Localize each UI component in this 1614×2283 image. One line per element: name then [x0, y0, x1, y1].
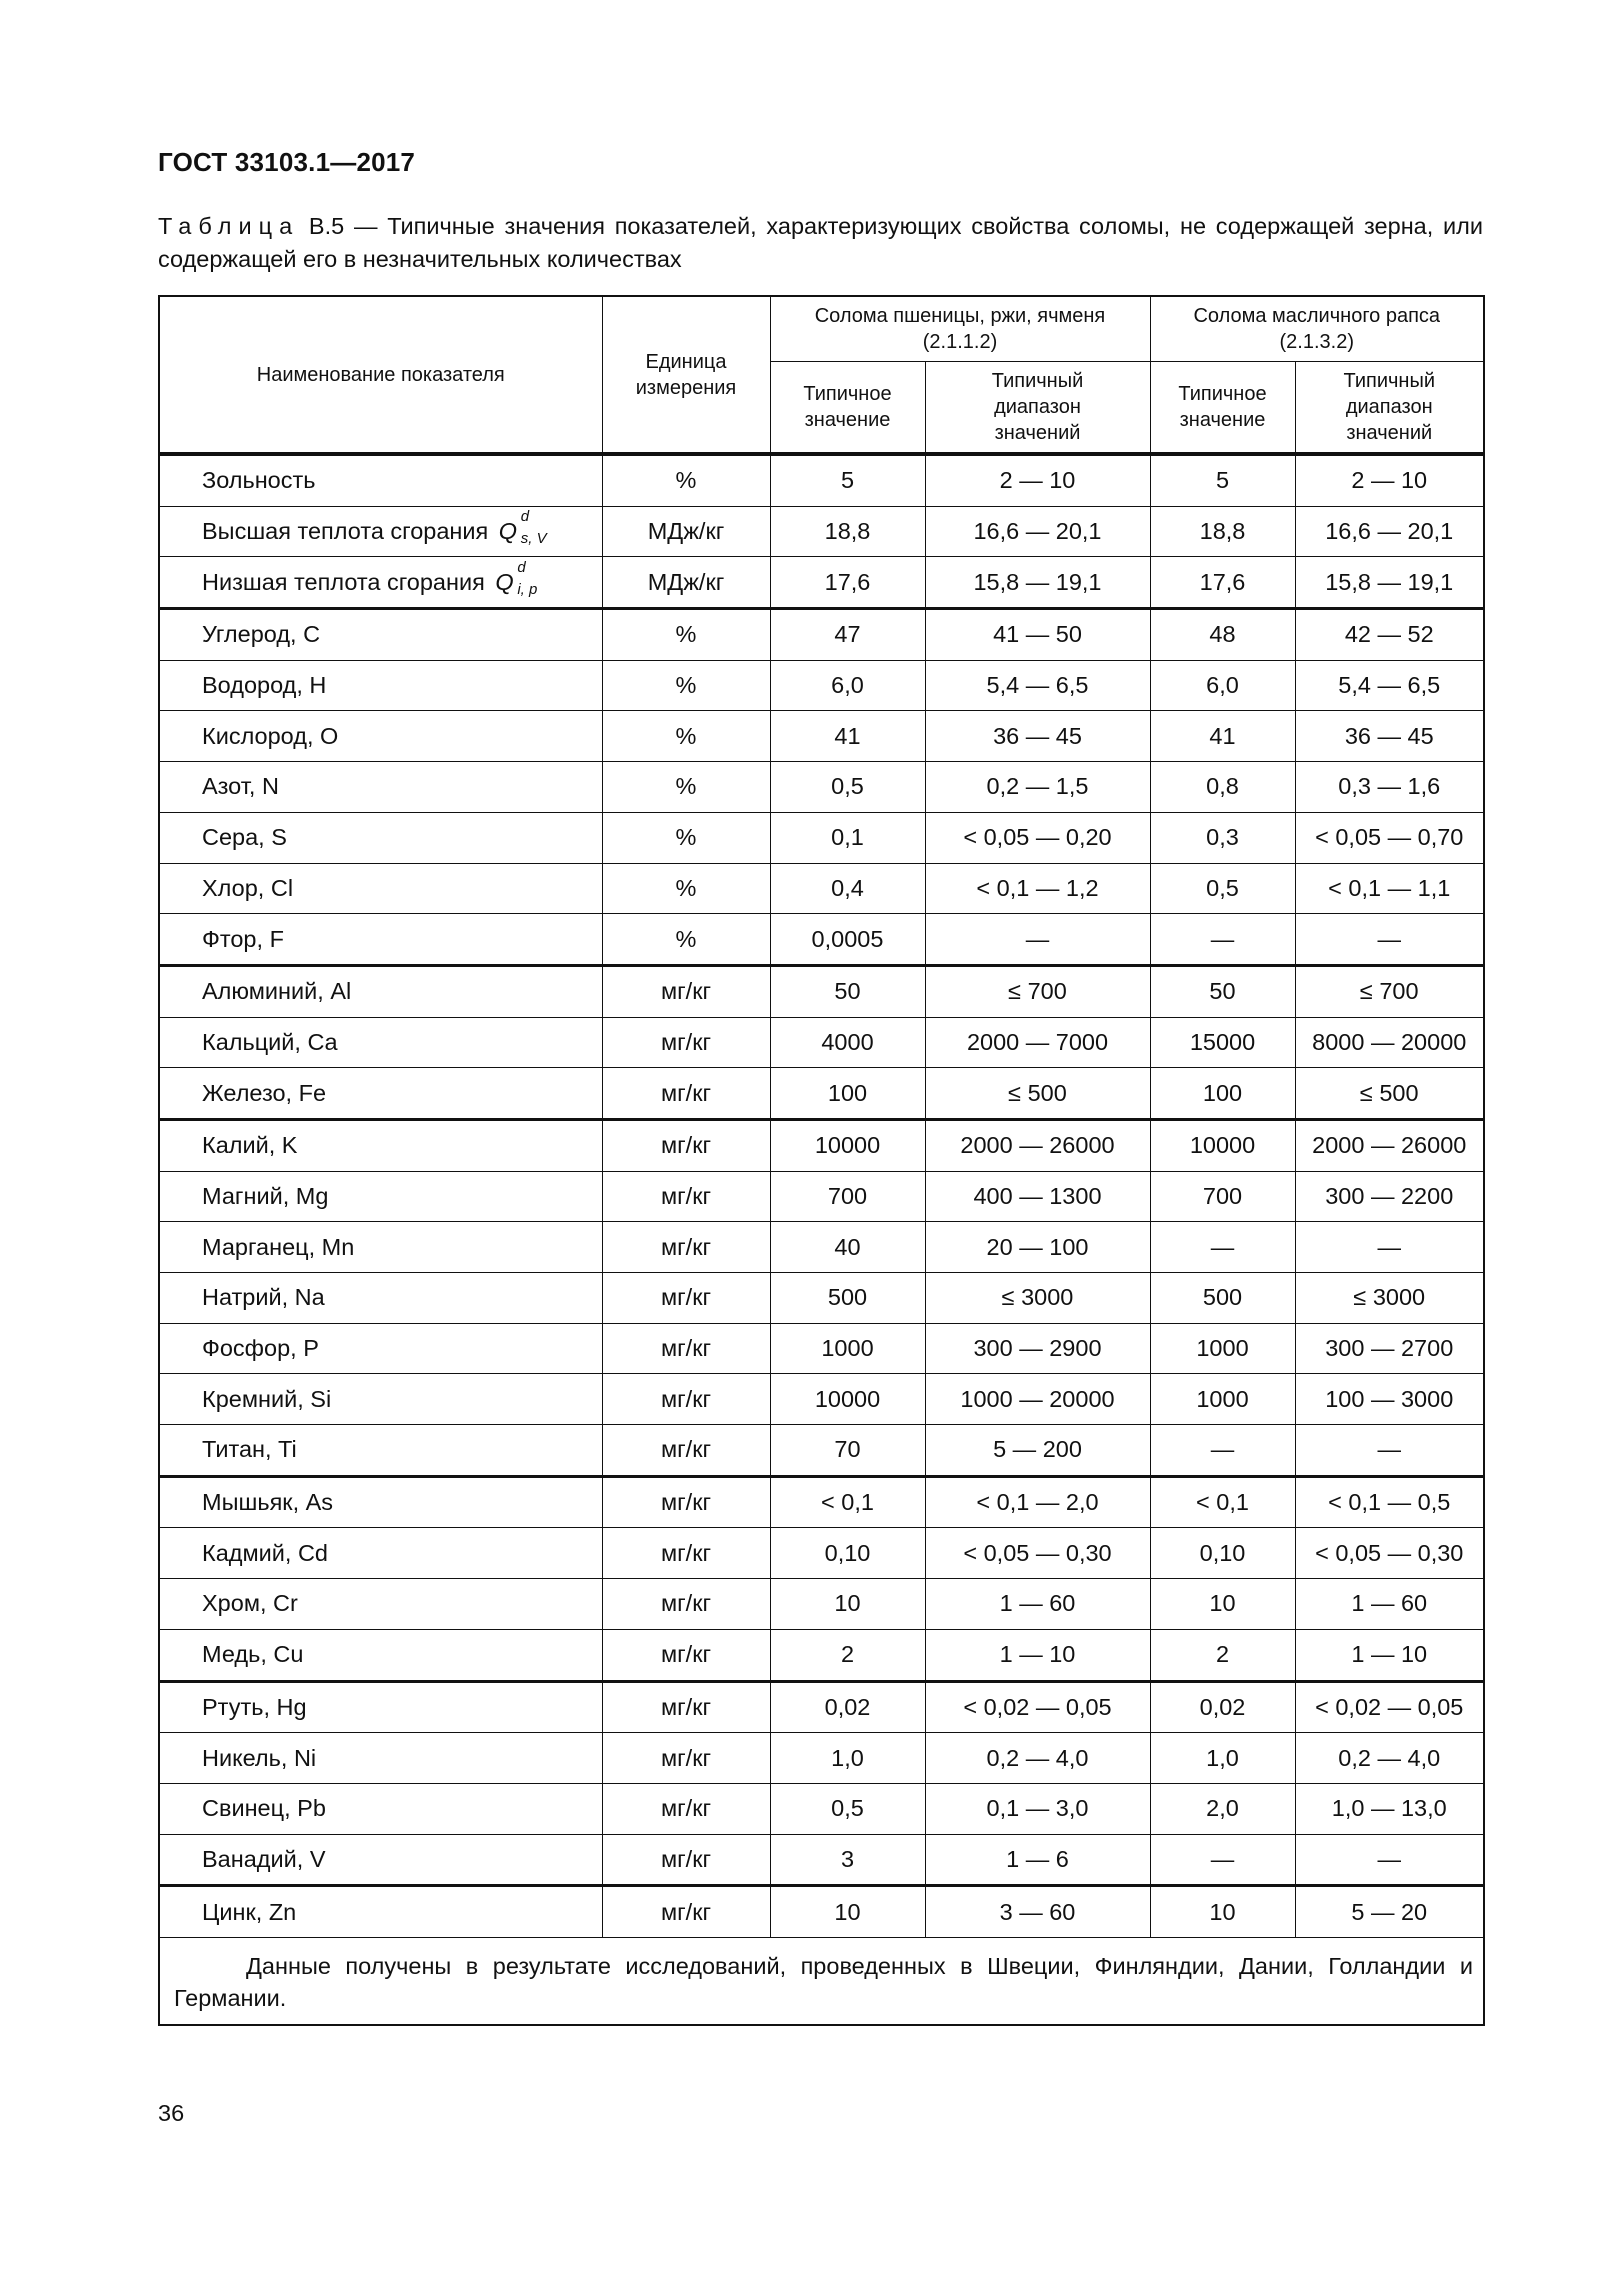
cell-wheat-typical: 0,0005 — [770, 914, 925, 966]
table-row — [159, 1886, 1484, 1938]
cell-rapeseed-typical: 100 — [1150, 1068, 1295, 1120]
cell-indicator-name — [159, 1171, 602, 1222]
cell-wheat-typical: 40 — [770, 1222, 925, 1273]
indicator-name-text: Фосфор, P — [202, 1335, 319, 1362]
cell-rapeseed-range: — — [1295, 914, 1484, 966]
cell-rapeseed-typical: 2 — [1150, 1629, 1295, 1681]
cell-wheat-range: < 0,05 — 0,20 — [925, 812, 1150, 863]
cell-rapeseed-range: — — [1295, 1425, 1484, 1477]
cell-wheat-typical: 47 — [770, 609, 925, 661]
cell-unit: % — [602, 863, 770, 914]
cell-unit: мг/кг — [602, 1068, 770, 1120]
indicator-name-text: Кальций, Ca — [202, 1028, 338, 1055]
indicator-name-text: Алюминий, Al — [202, 978, 352, 1005]
cell-rapeseed-typical: 1,0 — [1150, 1733, 1295, 1784]
heat-symbol — [495, 558, 538, 598]
cell-wheat-range: 0,2 — 1,5 — [925, 762, 1150, 813]
cell-indicator-name — [159, 1681, 602, 1733]
table-row — [159, 1222, 1484, 1273]
cell-indicator-name — [159, 1222, 602, 1273]
cell-indicator-name — [159, 557, 602, 609]
cell-wheat-range: 0,1 — 3,0 — [925, 1783, 1150, 1834]
cell-unit: % — [602, 609, 770, 661]
cell-unit: % — [602, 660, 770, 711]
cell-unit: мг/кг — [602, 1834, 770, 1886]
cell-unit: мг/кг — [602, 1783, 770, 1834]
table-row — [159, 1476, 1484, 1528]
cell-rapeseed-range: 0,3 — 1,6 — [1295, 762, 1484, 813]
cell-wheat-range: 300 — 2900 — [925, 1323, 1150, 1374]
cell-rapeseed-range: 5 — 20 — [1295, 1886, 1484, 1938]
indicator-name-text: Натрий, Na — [202, 1284, 325, 1311]
cell-wheat-range: 0,2 — 4,0 — [925, 1733, 1150, 1784]
cell-unit: мг/кг — [602, 1425, 770, 1477]
table-row — [159, 914, 1484, 966]
table-row — [159, 1374, 1484, 1425]
cell-wheat-range: 36 — 45 — [925, 711, 1150, 762]
table-row — [159, 1119, 1484, 1171]
cell-indicator-name — [159, 1017, 602, 1068]
cell-wheat-typical: 100 — [770, 1068, 925, 1120]
cell-rapeseed-typical: 41 — [1150, 711, 1295, 762]
cell-rapeseed-typical: < 0,1 — [1150, 1476, 1295, 1528]
table-row — [159, 609, 1484, 661]
indicator-name-text: Водород, H — [202, 672, 327, 699]
indicator-name-text: Магний, Mg — [202, 1182, 329, 1209]
cell-wheat-range: 16,6 — 20,1 — [925, 506, 1150, 557]
cell-wheat-typical: 2 — [770, 1629, 925, 1681]
cell-wheat-typical: 10 — [770, 1579, 925, 1630]
cell-unit: % — [602, 914, 770, 966]
cell-wheat-range: 2000 — 7000 — [925, 1017, 1150, 1068]
table-note-text: Данные получены в результате исследований, проведенных в Швеции, Финляндии, Дании, Голландии и Германии. — [174, 1952, 1473, 2011]
cell-rapeseed-typical: — — [1150, 1425, 1295, 1477]
document-header: ГОСТ 33103.1—2017 — [158, 147, 416, 177]
cell-rapeseed-range: 2 — 10 — [1295, 454, 1484, 506]
cell-unit: мг/кг — [602, 1171, 770, 1222]
cell-wheat-typical: 0,5 — [770, 1783, 925, 1834]
cell-wheat-typical: 1000 — [770, 1323, 925, 1374]
cell-unit: мг/кг — [602, 1579, 770, 1630]
cell-rapeseed-typical: — — [1150, 1222, 1295, 1273]
cell-rapeseed-typical: 10 — [1150, 1579, 1295, 1630]
cell-unit: мг/кг — [602, 1374, 770, 1425]
cell-wheat-typical: 0,10 — [770, 1528, 925, 1579]
table-row — [159, 454, 1484, 506]
table-caption — [158, 210, 1483, 276]
cell-wheat-typical: 0,5 — [770, 762, 925, 813]
cell-wheat-typical: 6,0 — [770, 660, 925, 711]
header-typical-2: Типичное значение — [1150, 362, 1295, 455]
cell-indicator-name — [159, 1733, 602, 1784]
table-row — [159, 1171, 1484, 1222]
table-row — [159, 1834, 1484, 1886]
cell-unit: мг/кг — [602, 1323, 770, 1374]
cell-indicator-name — [159, 454, 602, 506]
heat-symbol-subscript: i, p — [517, 580, 538, 598]
cell-wheat-typical: 1,0 — [770, 1733, 925, 1784]
cell-rapeseed-typical: 17,6 — [1150, 557, 1295, 609]
cell-unit: МДж/кг — [602, 557, 770, 609]
indicator-name-text: Калий, K — [202, 1132, 298, 1159]
cell-rapeseed-range: 15,8 — 19,1 — [1295, 557, 1484, 609]
header-group-rapeseed: Солома масличного рапса (2.1.3.2) — [1150, 296, 1484, 362]
indicator-name-text: Хлор, Cl — [202, 874, 294, 901]
cell-unit: мг/кг — [602, 1119, 770, 1171]
cell-wheat-range: ≤ 500 — [925, 1068, 1150, 1120]
indicator-name-text: Углерод, C — [202, 621, 321, 648]
cell-rapeseed-typical: 0,02 — [1150, 1681, 1295, 1733]
cell-unit: мг/кг — [602, 1886, 770, 1938]
cell-wheat-range: 41 — 50 — [925, 609, 1150, 661]
heat-symbol-letter: Q — [498, 518, 518, 545]
indicator-name-text: Хром, Cr — [202, 1590, 298, 1617]
cell-rapeseed-typical: 50 — [1150, 965, 1295, 1017]
table-row — [159, 1681, 1484, 1733]
table-row — [159, 1425, 1484, 1477]
header-typical-1: Типичное значение — [770, 362, 925, 455]
table-row — [159, 762, 1484, 813]
indicator-name-text: Зольность — [202, 467, 316, 494]
cell-wheat-range: 3 — 60 — [925, 1886, 1150, 1938]
properties-table — [158, 295, 1485, 2026]
cell-rapeseed-range: < 0,02 — 0,05 — [1295, 1681, 1484, 1733]
cell-unit: мг/кг — [602, 1273, 770, 1324]
cell-rapeseed-range: 100 — 3000 — [1295, 1374, 1484, 1425]
cell-rapeseed-range: 5,4 — 6,5 — [1295, 660, 1484, 711]
indicator-name-text: Кремний, Si — [202, 1385, 332, 1412]
cell-wheat-range: ≤ 700 — [925, 965, 1150, 1017]
cell-wheat-range: 20 — 100 — [925, 1222, 1150, 1273]
table-note — [159, 1937, 1484, 2025]
cell-rapeseed-typical: 10000 — [1150, 1119, 1295, 1171]
indicator-name-text: Высшая теплота сгорания — [202, 518, 495, 545]
cell-rapeseed-typical: 15000 — [1150, 1017, 1295, 1068]
cell-indicator-name — [159, 1886, 602, 1938]
heat-symbol — [498, 508, 547, 548]
cell-wheat-typical: 10 — [770, 1886, 925, 1938]
cell-wheat-range: — — [925, 914, 1150, 966]
cell-indicator-name — [159, 812, 602, 863]
cell-wheat-range: < 0,02 — 0,05 — [925, 1681, 1150, 1733]
cell-wheat-range: 400 — 1300 — [925, 1171, 1150, 1222]
cell-indicator-name — [159, 863, 602, 914]
cell-wheat-range: 1000 — 20000 — [925, 1374, 1150, 1425]
indicator-name-text: Цинк, Zn — [202, 1898, 297, 1925]
indicator-name-text: Низшая теплота сгорания — [202, 568, 492, 595]
cell-indicator-name — [159, 762, 602, 813]
header-range-2: Типичный диапазон значений — [1295, 362, 1484, 455]
table-row — [159, 965, 1484, 1017]
cell-wheat-typical: 700 — [770, 1171, 925, 1222]
header-group-wheat: Солома пшеницы, ржи, ячменя (2.1.1.2) — [770, 296, 1150, 362]
indicator-name-text: Никель, Ni — [202, 1744, 317, 1771]
cell-rapeseed-range: 300 — 2200 — [1295, 1171, 1484, 1222]
cell-rapeseed-range: < 0,1 — 0,5 — [1295, 1476, 1484, 1528]
cell-indicator-name — [159, 1528, 602, 1579]
indicator-name-text: Титан, Ti — [202, 1436, 297, 1463]
cell-unit: % — [602, 762, 770, 813]
table-row — [159, 1733, 1484, 1784]
cell-rapeseed-range: ≤ 3000 — [1295, 1273, 1484, 1324]
cell-indicator-name — [159, 506, 602, 557]
indicator-name-text: Ванадий, V — [202, 1845, 326, 1872]
cell-wheat-range: ≤ 3000 — [925, 1273, 1150, 1324]
cell-wheat-typical: 0,4 — [770, 863, 925, 914]
cell-indicator-name — [159, 1323, 602, 1374]
cell-rapeseed-typical: 5 — [1150, 454, 1295, 506]
cell-unit: мг/кг — [602, 1222, 770, 1273]
cell-wheat-range: 1 — 10 — [925, 1629, 1150, 1681]
table-row — [159, 863, 1484, 914]
cell-wheat-range: < 0,05 — 0,30 — [925, 1528, 1150, 1579]
cell-rapeseed-range: 8000 — 20000 — [1295, 1017, 1484, 1068]
table-row — [159, 812, 1484, 863]
cell-rapeseed-typical: 10 — [1150, 1886, 1295, 1938]
indicator-name-text: Ртуть, Hg — [202, 1693, 307, 1720]
cell-indicator-name — [159, 1834, 602, 1886]
cell-wheat-range: 5 — 200 — [925, 1425, 1150, 1477]
cell-wheat-range: 5,4 — 6,5 — [925, 660, 1150, 711]
cell-rapeseed-typical: — — [1150, 1834, 1295, 1886]
caption-label: Таблица — [158, 213, 300, 239]
cell-rapeseed-typical: 0,3 — [1150, 812, 1295, 863]
table-row — [159, 1528, 1484, 1579]
cell-rapeseed-typical: 700 — [1150, 1171, 1295, 1222]
cell-wheat-range: 15,8 — 19,1 — [925, 557, 1150, 609]
cell-unit: МДж/кг — [602, 506, 770, 557]
header-name: Наименование показателя — [159, 296, 602, 454]
indicator-name-text: Железо, Fe — [202, 1079, 327, 1106]
indicator-name-text: Мышьяк, As — [202, 1489, 334, 1516]
cell-unit: мг/кг — [602, 1017, 770, 1068]
cell-rapeseed-typical: 0,8 — [1150, 762, 1295, 813]
table-row — [159, 1629, 1484, 1681]
cell-unit: мг/кг — [602, 1629, 770, 1681]
header-range-1: Типичный диапазон значений — [925, 362, 1150, 455]
cell-indicator-name — [159, 914, 602, 966]
cell-rapeseed-range: 0,2 — 4,0 — [1295, 1733, 1484, 1784]
cell-wheat-typical: 41 — [770, 711, 925, 762]
cell-rapeseed-typical: 18,8 — [1150, 506, 1295, 557]
cell-unit: мг/кг — [602, 1528, 770, 1579]
table-row — [159, 1068, 1484, 1120]
caption-text: В.5 — Типичные значения показателей, характеризующих свойства соломы, не содержащей зерна, или содержащей его в незначительных количествах — [158, 213, 1483, 272]
cell-wheat-typical: 18,8 — [770, 506, 925, 557]
table-row — [159, 1017, 1484, 1068]
cell-wheat-typical: 500 — [770, 1273, 925, 1324]
cell-wheat-range: < 0,1 — 1,2 — [925, 863, 1150, 914]
page-number: 36 — [158, 2100, 185, 2126]
indicator-name-text: Кислород, O — [202, 722, 339, 749]
cell-wheat-typical: 50 — [770, 965, 925, 1017]
table-row — [159, 1273, 1484, 1324]
cell-unit: мг/кг — [602, 1681, 770, 1733]
table-body — [159, 454, 1484, 1937]
cell-rapeseed-typical: 0,10 — [1150, 1528, 1295, 1579]
cell-wheat-typical: 10000 — [770, 1374, 925, 1425]
cell-unit: мг/кг — [602, 965, 770, 1017]
cell-wheat-typical: 4000 — [770, 1017, 925, 1068]
cell-wheat-typical: 0,02 — [770, 1681, 925, 1733]
heat-symbol-superscript: d — [517, 558, 526, 576]
table-row — [159, 1579, 1484, 1630]
table-row — [159, 660, 1484, 711]
heat-symbol-superscript: d — [520, 508, 530, 526]
cell-indicator-name — [159, 1783, 602, 1834]
indicator-name-text: Азот, N — [202, 773, 279, 800]
cell-rapeseed-typical: 1000 — [1150, 1323, 1295, 1374]
cell-indicator-name — [159, 1374, 602, 1425]
cell-wheat-typical: 17,6 — [770, 557, 925, 609]
cell-wheat-typical: 3 — [770, 1834, 925, 1886]
cell-rapeseed-range: 300 — 2700 — [1295, 1323, 1484, 1374]
cell-rapeseed-range: 1 — 60 — [1295, 1579, 1484, 1630]
cell-indicator-name — [159, 1273, 602, 1324]
cell-rapeseed-range: 1 — 10 — [1295, 1629, 1484, 1681]
cell-indicator-name — [159, 1476, 602, 1528]
indicator-name-text: Медь, Cu — [202, 1641, 304, 1668]
cell-unit: % — [602, 812, 770, 863]
cell-indicator-name — [159, 1629, 602, 1681]
cell-wheat-range: 1 — 6 — [925, 1834, 1150, 1886]
cell-wheat-typical: 70 — [770, 1425, 925, 1477]
heat-symbol-subscript: s, V — [520, 530, 547, 548]
cell-wheat-range: 1 — 60 — [925, 1579, 1150, 1630]
table-row — [159, 1323, 1484, 1374]
cell-rapeseed-typical: 2,0 — [1150, 1783, 1295, 1834]
indicator-name-text: Марганец, Mn — [202, 1233, 355, 1260]
cell-wheat-typical: 0,1 — [770, 812, 925, 863]
indicator-name-text: Свинец, Pb — [202, 1795, 326, 1822]
cell-unit: % — [602, 711, 770, 762]
cell-wheat-typical: < 0,1 — [770, 1476, 925, 1528]
cell-indicator-name — [159, 965, 602, 1017]
cell-wheat-range: 2 — 10 — [925, 454, 1150, 506]
heat-symbol-letter: Q — [495, 568, 514, 595]
cell-rapeseed-range: — — [1295, 1222, 1484, 1273]
cell-indicator-name — [159, 660, 602, 711]
cell-rapeseed-typical: — — [1150, 914, 1295, 966]
table-row — [159, 557, 1484, 609]
table-row — [159, 1783, 1484, 1834]
cell-rapeseed-typical: 500 — [1150, 1273, 1295, 1324]
table-row — [159, 711, 1484, 762]
cell-rapeseed-range: ≤ 700 — [1295, 965, 1484, 1017]
cell-rapeseed-range: 1,0 — 13,0 — [1295, 1783, 1484, 1834]
indicator-name-text: Сера, S — [202, 824, 287, 851]
indicator-name-text: Фтор, F — [202, 925, 284, 952]
cell-indicator-name — [159, 1579, 602, 1630]
cell-unit: % — [602, 454, 770, 506]
table-row — [159, 506, 1484, 557]
cell-rapeseed-range: 42 — 52 — [1295, 609, 1484, 661]
cell-unit: мг/кг — [602, 1733, 770, 1784]
indicator-name-text: Кадмий, Cd — [202, 1539, 328, 1566]
cell-indicator-name — [159, 609, 602, 661]
cell-rapeseed-typical: 0,5 — [1150, 863, 1295, 914]
header-unit: Единица измерения — [602, 296, 770, 454]
cell-rapeseed-typical: 6,0 — [1150, 660, 1295, 711]
cell-unit: мг/кг — [602, 1476, 770, 1528]
cell-rapeseed-typical: 48 — [1150, 609, 1295, 661]
cell-rapeseed-range: < 0,05 — 0,70 — [1295, 812, 1484, 863]
cell-wheat-range: 2000 — 26000 — [925, 1119, 1150, 1171]
cell-rapeseed-range: < 0,05 — 0,30 — [1295, 1528, 1484, 1579]
cell-wheat-range: < 0,1 — 2,0 — [925, 1476, 1150, 1528]
cell-rapeseed-range: 2000 — 26000 — [1295, 1119, 1484, 1171]
cell-rapeseed-range: < 0,1 — 1,1 — [1295, 863, 1484, 914]
cell-rapeseed-range: 36 — 45 — [1295, 711, 1484, 762]
cell-rapeseed-range: 16,6 — 20,1 — [1295, 506, 1484, 557]
cell-indicator-name — [159, 711, 602, 762]
cell-rapeseed-range: ≤ 500 — [1295, 1068, 1484, 1120]
cell-wheat-typical: 5 — [770, 454, 925, 506]
cell-indicator-name — [159, 1425, 602, 1477]
cell-rapeseed-typical: 1000 — [1150, 1374, 1295, 1425]
cell-indicator-name — [159, 1068, 602, 1120]
cell-wheat-typical: 10000 — [770, 1119, 925, 1171]
cell-rapeseed-range: — — [1295, 1834, 1484, 1886]
cell-indicator-name — [159, 1119, 602, 1171]
